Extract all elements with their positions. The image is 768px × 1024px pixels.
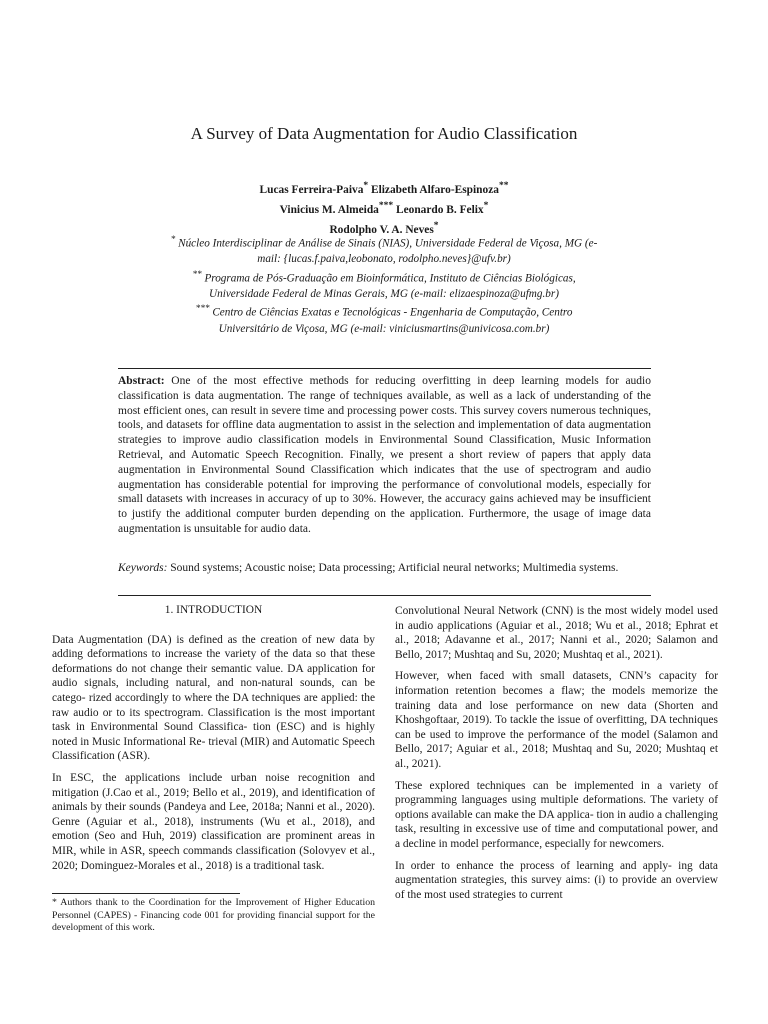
section-heading: 1. INTRODUCTION — [164, 604, 263, 616]
right-column — [395, 604, 718, 909]
author-name: Lucas Ferreira-Paiva — [259, 183, 364, 196]
abstract-top-rule — [118, 368, 651, 369]
affiliation — [170, 302, 598, 337]
affiliation-list — [170, 233, 598, 337]
body-paragraph: In ESC, the applications include urban noise recognition and mitigation (J.Cao et al., 2019; Bello et al., 2019), and identification of animals by their sounds (Pandeya and Lee, 2018a; Nanni et al., 2020). Genre (Aguiar et al., 2018), instruments (Wu et al., 2018), and emotion (Seo and Huh, 2019) classification are prominent areas in MIR, while in ASR, speech commands classification (Solovyev et al., 2020; Dominguez-Morales et al., 2018) is a traditional task. — [52, 771, 375, 872]
author-name: Elizabeth Alfaro-Espinoza — [371, 183, 499, 196]
affiliation-mark: *** — [195, 304, 210, 315]
affiliation-mark: ** — [192, 269, 202, 280]
author-name: Rodolpho V. A. Neves — [329, 223, 434, 236]
affiliation-mark: ** — [498, 181, 509, 191]
author-list — [150, 178, 618, 237]
keywords-label: Keywords: — [118, 562, 168, 574]
affiliation-text: Programa de Pós-Graduação em Bioinformática, Instituto de Ciências Biológicas, Universidade Federal de Minas Gerais, MG (e-mail: elizaespinoza@ufmg.br) — [204, 272, 576, 300]
body-paragraph: Data Augmentation (DA) is defined as the creation of new data by adding deformations to increase the variety of the data so that these deformations do not change their semantic value. DA application for audio signals, including natural, and non-natural sounds, can be catego- rized accordingly to where the DA techniques are applied: the raw audio or to its spectrogram. Classification is the most important task in Environmental Sound Classifica- tion (ESC) and is highly noted in Music Informational Re- trieval (MIR) and Automatic Speech Classification (ASR). — [52, 633, 375, 763]
left-column — [52, 603, 375, 880]
affiliation-mark: * — [170, 235, 176, 245]
keywords-text: Sound systems; Acoustic noise; Data processing; Artificial neural networks; Multimedia systems. — [170, 562, 619, 574]
author-line-1 — [150, 178, 618, 198]
body-paragraph: In order to enhance the process of learning and apply- ing data augmentation strategies, this survey aims: (i) to provide an overview of the most used strategies to current — [395, 859, 718, 901]
footnote-mark: * — [52, 897, 57, 908]
footnote — [52, 897, 375, 935]
keywords-bottom-rule — [118, 595, 651, 596]
body-paragraph: Convolutional Neural Network (CNN) is the most widely model used in audio applications (Aguiar et al., 2018; Wu et al., 2018; Ephrat et al., 2018; Adavanne et al., 2017; Nanni et al., 2020; Salamon and Bello, 2017; Mushtaq and Su, 2020; Mushtaq et al., 2021). — [395, 605, 718, 661]
paper-title: A Survey of Data Augmentation for Audio Classification — [190, 124, 578, 143]
body-paragraph: However, when faced with small datasets, CNN’s capacity for information retention becomes a flaw; the models memorize the training data and lose performance on new data (Shorten and Khoshgoftaar, 2019). To tackle the issue of overfitting, DA techniques can be used to improve the performance of the model (Salamon and Bello, 2017; Aguiar et al., 2018; Mushtaq and Su, 2020; Mushtaq et al., 2021). — [395, 670, 718, 770]
author-line-2 — [150, 198, 618, 218]
abstract-label: Abstract: — [118, 375, 165, 387]
author-name: Leonardo B. Felix — [395, 203, 484, 216]
affiliation-mark: * — [483, 200, 489, 211]
keywords — [118, 561, 651, 576]
affiliation-text: Núcleo Interdisciplinar de Análise de Sinais (NIAS), Universidade Federal de Viçosa, MG (e-mail: {lucas.f.paiva,leobonato, rodolpho.neves}@ufv.br) — [178, 237, 598, 266]
affiliation — [170, 268, 598, 303]
affiliation — [170, 233, 598, 268]
abstract — [118, 374, 651, 537]
body-paragraph: These explored techniques can be implemented in a variety of programming languages using multiple deformations. The variety of options available can make the DA applica- tion in audio a challenging task, resulting in excessive use of time and computational power, and a decline in model performance, especially for newcomers. — [395, 779, 718, 850]
affiliation-mark: * — [363, 181, 369, 191]
abstract-text: One of the most effective methods for reducing overfitting in deep learning models for audio classification is data augmentation. The range of techniques available, as well as a lack of understanding of the most efficient ones, can result in severe time and processing power costs. This survey covers numerous techniques, tools, and datasets for offline data augmentation to assist in the selection and implementation of data augmentation strategies to improve audio classification models in Environmental Sound Classification, Music Information Retrieval, and Automatic Speech Recognition. Finally, we present a short review of papers that apply data augmentation in Environmental Sound Classification which indicates that the use of spectrogram and audio augmentation has considerable potential for improving the performance of convolutional models, especially for small datasets with increases in accuracy of up to 30%. However, the accuracy gains achieved may be insufficient to justify the additional computer burden depending on the application. Furthermore, the usage of image data augmentation is unsuitable for audio data. — [118, 375, 652, 535]
affiliation-mark: * — [433, 220, 439, 231]
footnote-text: Authors thank to the Coordination for the Improvement of Higher Education Personnel (CAPES) - Financing code 001 for providing financial support for the development of this work. — [52, 897, 375, 934]
footnote-rule — [52, 893, 240, 894]
affiliation-mark: *** — [378, 200, 394, 211]
author-name: Vinicius M. Almeida — [279, 203, 379, 216]
affiliation-text: Centro de Ciências Exatas e Tecnológicas - Engenharia de Computação, Centro Universitário de Viçosa, MG (e-mail: viniciusmartins@univicosa.com.br) — [212, 307, 573, 335]
